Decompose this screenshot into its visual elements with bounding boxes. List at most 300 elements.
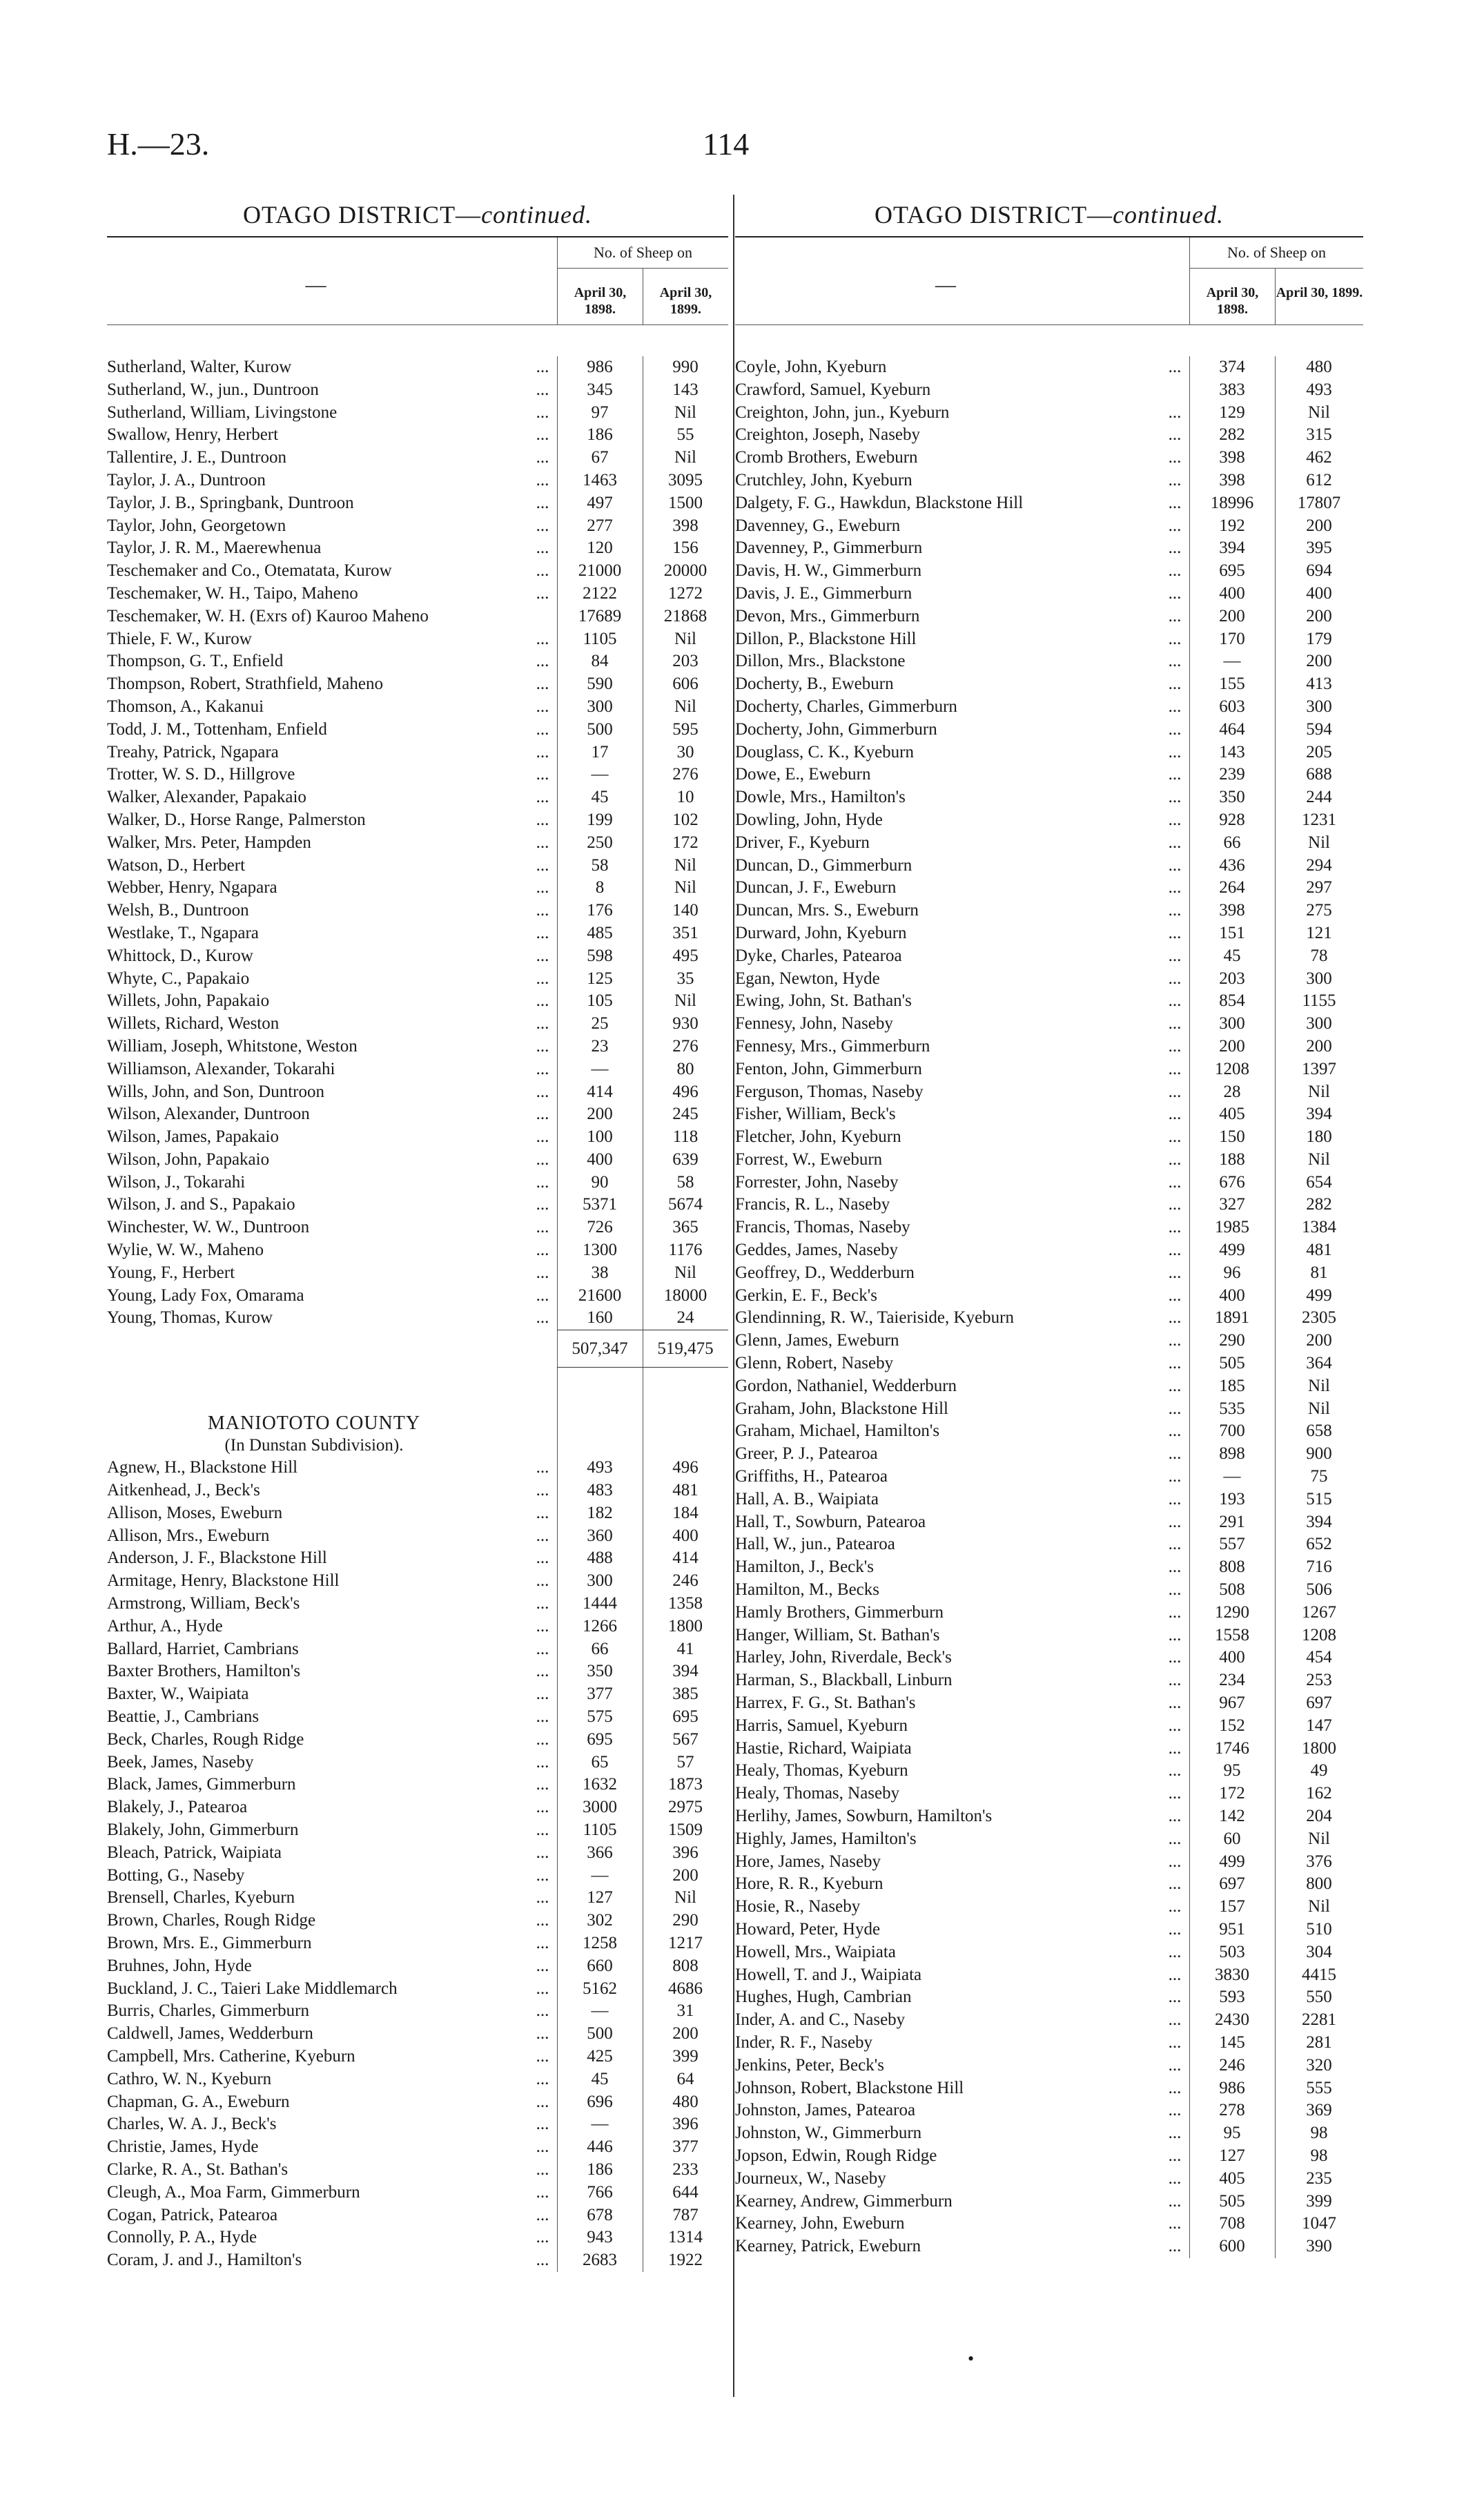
sheep-1899: 787 (672, 2205, 699, 2224)
leader-dots: ... (1168, 1421, 1182, 1441)
sheep-1899: 80 (676, 1059, 694, 1078)
sheep-1899: 515 (1306, 1489, 1332, 1508)
leader-dots: ... (536, 538, 549, 558)
sheep-1898: 493 (587, 1458, 613, 1477)
leader-dots: ... (536, 1798, 549, 1817)
sheep-1898: 1746 (1215, 1738, 1249, 1758)
sheep-1898: 394 (1219, 538, 1245, 558)
sheep-1899: 200 (1306, 516, 1332, 535)
sheep-1898: 278 (1219, 2101, 1245, 2120)
leader-dots: ... (536, 516, 549, 535)
owner-name: Kearney, Andrew, Gimmerburn (735, 2191, 953, 2211)
owner-name: Kearney, John, Eweburn (735, 2214, 905, 2233)
sheep-1898: 21600 (578, 1285, 622, 1305)
sheep-1898: 300 (587, 697, 613, 716)
leader-dots: ... (536, 1843, 549, 1862)
leader-dots: ... (536, 470, 549, 489)
table-row (735, 1624, 1363, 1647)
leader-dots: ... (1168, 538, 1182, 558)
sheep-1899: 24 (676, 1308, 694, 1328)
leader-dots: ... (536, 1195, 549, 1214)
owner-name: Brown, Mrs. E., Gimmerburn (107, 1934, 312, 1952)
sheep-1898: 5162 (583, 1979, 617, 1998)
table-row (735, 1919, 1363, 1941)
owner-name: Healy, Thomas, Naseby (735, 1784, 900, 1803)
owner-name: Whyte, C., Papakaio (107, 969, 250, 988)
table-row (735, 560, 1363, 583)
sheep-1899: 365 (672, 1218, 699, 1237)
right-column (735, 193, 1363, 2258)
sheep-1899: 612 (1306, 470, 1332, 489)
leader-dots: ... (536, 583, 549, 603)
sheep-1899: 481 (1306, 1241, 1332, 1260)
sheep-1898: 590 (587, 674, 613, 694)
table-row (735, 1986, 1363, 2009)
owner-name: Coyle, John, Kyeburn (735, 358, 887, 376)
owner-name: Creighton, John, jun., Kyeburn (735, 402, 950, 422)
table-row (735, 628, 1363, 651)
sheep-1899: Nil (674, 697, 696, 716)
sheep-1899: 98 (1310, 2146, 1328, 2165)
table-row (735, 1964, 1363, 1987)
sheep-1898: 603 (1219, 697, 1245, 716)
table-row (735, 1738, 1363, 1760)
sheep-1898: 188 (1219, 1149, 1245, 1169)
owner-name: Buckland, J. C., Taieri Lake Middlemarch (107, 1979, 398, 1998)
sheep-1899: 555 (1306, 2078, 1332, 2097)
table-row (735, 990, 1363, 1013)
table-row (107, 1887, 728, 1910)
sheep-1898: 95 (1223, 2124, 1241, 2143)
owner-name: Beek, James, Naseby (107, 1752, 254, 1771)
leader-dots: ... (536, 901, 549, 920)
leader-dots: ... (1168, 629, 1182, 648)
sheep-1899: 1800 (668, 1616, 703, 1635)
owner-name: Highly, James, Hamilton's (735, 1829, 917, 1848)
table-row (107, 1285, 728, 1308)
header-dash: — (305, 273, 326, 296)
sheep-1899: 688 (1306, 765, 1332, 784)
owner-name: Wilson, Alexander, Duntroon (107, 1105, 310, 1124)
sheep-1898: 300 (1219, 1014, 1245, 1033)
sheep-1898: — (1223, 652, 1241, 671)
table-row (107, 2136, 728, 2159)
leader-dots: ... (1168, 516, 1182, 535)
leader-dots: ... (536, 969, 549, 988)
table-row (735, 402, 1363, 425)
table-row (107, 1593, 728, 1615)
table-row (107, 1525, 728, 1548)
sheep-1898: 436 (1219, 855, 1245, 875)
sheep-1898: 58 (591, 855, 609, 875)
owner-name: Campbell, Mrs. Catherine, Kyeburn (107, 2046, 355, 2066)
table-row (107, 1570, 728, 1593)
owner-name: Treahy, Patrick, Ngapara (107, 742, 279, 761)
sheep-1899: 290 (672, 1911, 699, 1930)
owner-name: Docherty, John, Gimmerburn (735, 719, 937, 739)
leader-dots: ... (536, 1149, 549, 1169)
total-1899: 519,475 (657, 1339, 714, 1359)
leader-dots: ... (1168, 1602, 1182, 1622)
sheep-1899: Nil (1308, 833, 1330, 852)
sheep-1899: 390 (1306, 2237, 1332, 2256)
sheep-1899: 990 (672, 358, 699, 376)
owner-name: Dillon, Mrs., Blackstone (735, 652, 906, 671)
sheep-1899: 276 (672, 1036, 699, 1056)
owner-name: Howell, Mrs., Waipiata (735, 1942, 896, 1961)
sheep-1899: 98 (1310, 2124, 1328, 2143)
leader-dots: ... (1168, 901, 1182, 920)
leader-dots: ... (1168, 2124, 1182, 2143)
sheep-1899: Nil (1308, 1897, 1330, 1916)
sheep-1899: 2975 (668, 1798, 703, 1817)
sheep-1899: 294 (1306, 855, 1332, 875)
sheep-1898: 129 (1219, 402, 1245, 422)
sheep-1898: 951 (1219, 1919, 1245, 1939)
sheep-1898: 145 (1219, 2032, 1245, 2052)
owner-name: Wills, John, and Son, Duntroon (107, 1082, 324, 1101)
sheep-1898: 854 (1219, 991, 1245, 1011)
leader-dots: ... (1168, 1444, 1182, 1464)
sheep-1899: 57 (676, 1752, 694, 1771)
owner-name: Hughes, Hugh, Cambrian (735, 1988, 912, 2007)
sheep-1899: 55 (676, 425, 694, 445)
sheep-1898: 186 (587, 2159, 613, 2179)
sheep-1898: 282 (1219, 425, 1245, 445)
sheep-1899: 499 (1306, 1285, 1332, 1305)
table-row (107, 2023, 728, 2046)
sheep-1899: 20000 (663, 561, 707, 581)
leader-dots: ... (536, 493, 549, 512)
sheep-1899: 351 (672, 923, 699, 942)
sheep-1898: 192 (1219, 516, 1245, 535)
sheep-1898: 360 (587, 1526, 613, 1545)
owner-name: Docherty, Charles, Gimmerburn (735, 697, 957, 716)
sheep-1898: 345 (587, 380, 613, 399)
sheep-1899: 495 (672, 946, 699, 965)
sheep-1898: 500 (587, 2024, 613, 2043)
leader-dots: ... (536, 1662, 549, 1681)
table-row (107, 696, 728, 719)
owner-name: Taylor, John, Georgetown (107, 516, 286, 535)
leader-dots: ... (1168, 2010, 1182, 2030)
leader-dots: ... (1168, 1263, 1182, 1282)
sheep-1898: 697 (1219, 1874, 1245, 1894)
sheep-1898: 66 (591, 1639, 609, 1658)
sheep-1899: 162 (1306, 1784, 1332, 1803)
table-row (107, 1103, 728, 1126)
owner-name: Hall, W., jun., Patearoa (735, 1535, 895, 1554)
leader-dots: ... (1168, 946, 1182, 965)
leader-dots: ... (1168, 1852, 1182, 1871)
stray-mark: • (968, 2349, 975, 2369)
sheep-1899: 377 (672, 2137, 699, 2157)
sheep-1899: 81 (1310, 1263, 1328, 1282)
leader-dots: ... (1168, 561, 1182, 581)
owner-name: Caldwell, James, Wedderburn (107, 2024, 313, 2043)
table-row (735, 1488, 1363, 1511)
sheep-1899: Nil (1308, 402, 1330, 422)
table-row (107, 356, 728, 379)
owner-name: Wilson, J., Tokarahi (107, 1172, 246, 1192)
leader-dots: ... (536, 425, 549, 445)
right-column-title: OTAGO DISTRICT—continued. (874, 201, 1224, 229)
table-row (735, 1533, 1363, 1556)
table-row (107, 877, 728, 900)
sheep-1898: 405 (1219, 1105, 1245, 1124)
owner-name: William, Joseph, Whitstone, Weston (107, 1036, 358, 1056)
table-row (735, 2077, 1363, 2100)
owner-name: Hall, T., Sowburn, Patearoa (735, 1512, 926, 1531)
leader-dots: ... (1168, 1738, 1182, 1758)
owner-name: Blakely, J., Patearoa (107, 1798, 248, 1817)
sheep-1899: 2281 (1302, 2010, 1336, 2030)
leader-dots: ... (536, 2069, 549, 2088)
owner-name: Bleach, Patrick, Waipiata (107, 1843, 282, 1862)
table-row (735, 2122, 1363, 2145)
table-row (735, 1216, 1363, 1239)
sheep-1898: 1208 (1215, 1059, 1249, 1078)
total-1898: 507,347 (572, 1339, 628, 1359)
table-row (735, 2099, 1363, 2122)
leader-dots: ... (536, 1526, 549, 1545)
table-row (107, 1216, 728, 1239)
sheep-1898: 928 (1219, 810, 1245, 829)
leader-dots: ... (536, 878, 549, 897)
leader-dots: ... (1168, 1082, 1182, 1101)
table-row (107, 492, 728, 515)
table-row (735, 1420, 1363, 1443)
leader-dots: ... (536, 1865, 549, 1885)
sheep-1898: 400 (1219, 583, 1245, 603)
leader-dots: ... (1168, 1829, 1182, 1848)
leader-dots: ... (1168, 1784, 1182, 1803)
sheep-1898: 986 (587, 358, 613, 376)
sheep-1899: Nil (674, 629, 696, 648)
leader-dots: ... (536, 923, 549, 942)
table-row (107, 741, 728, 764)
owner-name: Inder, A. and C., Naseby (735, 2010, 906, 2030)
owner-name: Brensell, Charles, Kyeburn (107, 1888, 295, 1907)
sheep-1899: 654 (1306, 1172, 1332, 1192)
leader-dots: ... (1168, 1625, 1182, 1644)
table-row (735, 650, 1363, 673)
leader-dots: ... (536, 1127, 549, 1147)
sheep-1898: 708 (1219, 2214, 1245, 2233)
sheep-1898: 290 (1219, 1331, 1245, 1350)
county-title: MANIOTOTO COUNTY (207, 1412, 421, 1435)
leader-dots: ... (536, 1241, 549, 1260)
sheep-1898: 38 (591, 1263, 609, 1282)
owner-name: Francis, R. L., Naseby (735, 1195, 890, 1214)
leader-dots: ... (1168, 1399, 1182, 1418)
sheep-1898: 200 (1219, 606, 1245, 625)
sheep-1898: 18996 (1210, 493, 1254, 512)
sheep-1899: 3095 (668, 470, 703, 489)
sheep-1899: 400 (1306, 583, 1332, 603)
owner-name: Hore, R. R., Kyeburn (735, 1874, 883, 1894)
leader-dots: ... (1168, 833, 1182, 852)
owner-name: Baxter, W., Waipiata (107, 1685, 249, 1704)
table-row (107, 650, 728, 673)
sheep-1899: Nil (1308, 1149, 1330, 1169)
owner-name: Docherty, B., Eweburn (735, 674, 894, 694)
table-row (735, 515, 1363, 538)
owner-name: Geoffrey, D., Wedderburn (735, 1263, 915, 1282)
sheep-1898: 127 (587, 1888, 613, 1907)
owner-name: Young, Thomas, Kurow (107, 1308, 273, 1328)
table-row (735, 1647, 1363, 1669)
owner-name: Forrest, W., Eweburn (735, 1149, 883, 1169)
sheep-1898: 67 (591, 448, 609, 467)
sheep-1899: 395 (1306, 538, 1332, 558)
owner-name: Egan, Newton, Hyde (735, 969, 880, 988)
leader-dots: ... (536, 1821, 549, 1840)
table-row (735, 583, 1363, 605)
sheep-1898: 898 (1219, 1444, 1245, 1464)
sheep-1898: 151 (1219, 923, 1245, 942)
table-row (735, 809, 1363, 832)
leader-dots: ... (536, 2182, 549, 2202)
owner-name: Walker, D., Horse Range, Palmerston (107, 810, 366, 829)
owner-name: Graham, John, Blackstone Hill (735, 1399, 948, 1418)
leader-dots: ... (1168, 2168, 1182, 2188)
leader-dots: ... (1168, 1285, 1182, 1305)
sheep-1898: 508 (1219, 1580, 1245, 1600)
table-row (735, 1081, 1363, 1104)
sheep-1899: 695 (672, 1707, 699, 1727)
sheep-1899: 550 (1306, 1988, 1332, 2007)
table-row (107, 1683, 728, 1706)
table-row (107, 1955, 728, 1978)
leader-dots: ... (536, 833, 549, 852)
owner-name: Wilson, John, Papakaio (107, 1149, 270, 1169)
table-row (107, 1751, 728, 1774)
table-row (107, 1660, 728, 1683)
leader-dots: ... (536, 1549, 549, 1568)
sheep-1898: 967 (1219, 1693, 1245, 1713)
leader-dots: ... (1168, 991, 1182, 1011)
sheep-1898: 234 (1219, 1671, 1245, 1690)
owner-name: Burris, Charles, Gimmerburn (107, 2001, 310, 2021)
sheep-1898: 1891 (1215, 1308, 1249, 1328)
leader-dots: ... (1168, 923, 1182, 942)
sheep-1899: Nil (674, 448, 696, 467)
table-row (735, 1307, 1363, 1330)
leader-dots: ... (1168, 1354, 1182, 1373)
owner-name: Botting, G., Naseby (107, 1865, 245, 1885)
right-table (735, 236, 1363, 2258)
sheep-1899: 496 (672, 1458, 699, 1477)
leader-dots: ... (1168, 425, 1182, 445)
leader-dots: ... (1168, 1467, 1182, 1486)
sheep-1898: 726 (587, 1218, 613, 1237)
sheep-1898: 120 (587, 538, 613, 558)
owner-name: Forrester, John, Naseby (735, 1172, 899, 1192)
sheep-1899: 10 (676, 788, 694, 807)
sheep-1898: 377 (587, 1685, 613, 1704)
sheep-1898: 200 (587, 1105, 613, 1124)
table-row (735, 424, 1363, 447)
owner-name: Allison, Mrs., Eweburn (107, 1526, 270, 1545)
leader-dots: ... (1168, 1059, 1182, 1078)
table-row (735, 1579, 1363, 1602)
owner-name: Driver, F., Kyeburn (735, 833, 870, 852)
sheep-1899: 1384 (1302, 1218, 1336, 1237)
sheep-1898: 21000 (578, 561, 622, 581)
leader-dots: ... (1168, 1331, 1182, 1350)
sheep-1898: 199 (587, 810, 613, 829)
owner-name: Dowling, John, Hyde (735, 810, 883, 829)
sheep-1898: 488 (587, 1549, 613, 1568)
table-row (107, 2249, 728, 2272)
table-row (735, 1851, 1363, 1874)
owner-name: Dyke, Charles, Patearoa (735, 946, 902, 965)
right-rows (735, 356, 1363, 2258)
table-row (735, 1873, 1363, 1896)
sheep-1898: 142 (1219, 1807, 1245, 1825)
sheep-1899: Nil (674, 402, 696, 422)
owner-name: Anderson, J. F., Blackstone Hill (107, 1549, 327, 1568)
table-row (107, 945, 728, 968)
sheep-1899: 102 (672, 810, 699, 829)
table-row (735, 786, 1363, 809)
sheep-1898: 503 (1219, 1942, 1245, 1961)
sheep-1899: 58 (676, 1172, 694, 1192)
owner-name: Johnston, W., Gimmerburn (735, 2124, 922, 2143)
leader-dots: ... (1168, 1919, 1182, 1939)
table-row (735, 1103, 1363, 1126)
table-row (735, 1285, 1363, 1308)
leader-dots: ... (1168, 358, 1182, 376)
owner-name: Coram, J. and J., Hamilton's (107, 2251, 302, 2270)
leader-dots: ... (1168, 1127, 1182, 1147)
owner-name: Trotter, W. S. D., Hillgrove (107, 765, 295, 784)
sheep-1899: 17807 (1297, 493, 1341, 512)
left-table (107, 236, 728, 2272)
leader-dots: ... (536, 2092, 549, 2111)
leader-dots: ... (1168, 1376, 1182, 1395)
leader-dots: ... (1168, 1512, 1182, 1531)
leader-dots: ... (1168, 1693, 1182, 1713)
sheep-1898: 700 (1219, 1421, 1245, 1441)
table-row (107, 1262, 728, 1285)
leader-dots: ... (1168, 2214, 1182, 2233)
sheep-1898: 160 (587, 1308, 613, 1328)
leader-dots: ... (1168, 1218, 1182, 1237)
owner-name: Brown, Charles, Rough Ridge (107, 1911, 316, 1930)
sheep-1898: 17689 (578, 606, 622, 625)
sheep-1899: 1397 (1302, 1059, 1336, 1078)
leader-dots: ... (536, 1594, 549, 1613)
sheep-1898: 505 (1219, 2191, 1245, 2211)
table-row (107, 537, 728, 560)
owner-name: Johnston, James, Patearoa (735, 2101, 916, 2120)
sheep-1899: 118 (672, 1127, 699, 1147)
owner-name: Hamilton, J., Beck's (735, 1557, 875, 1577)
sheep-1898: 155 (1219, 674, 1245, 694)
sheep-1898: 23 (591, 1036, 609, 1056)
sheep-1899: 35 (676, 969, 694, 988)
leader-dots: ... (1168, 1014, 1182, 1033)
owner-name: Jenkins, Peter, Beck's (735, 2055, 884, 2075)
leader-dots: ... (1168, 969, 1182, 988)
table-row (735, 1715, 1363, 1738)
table-row (735, 492, 1363, 515)
sheep-1898: 327 (1219, 1195, 1245, 1214)
owner-name: Ballard, Harriet, Cambrians (107, 1639, 299, 1658)
table-row (107, 605, 728, 628)
